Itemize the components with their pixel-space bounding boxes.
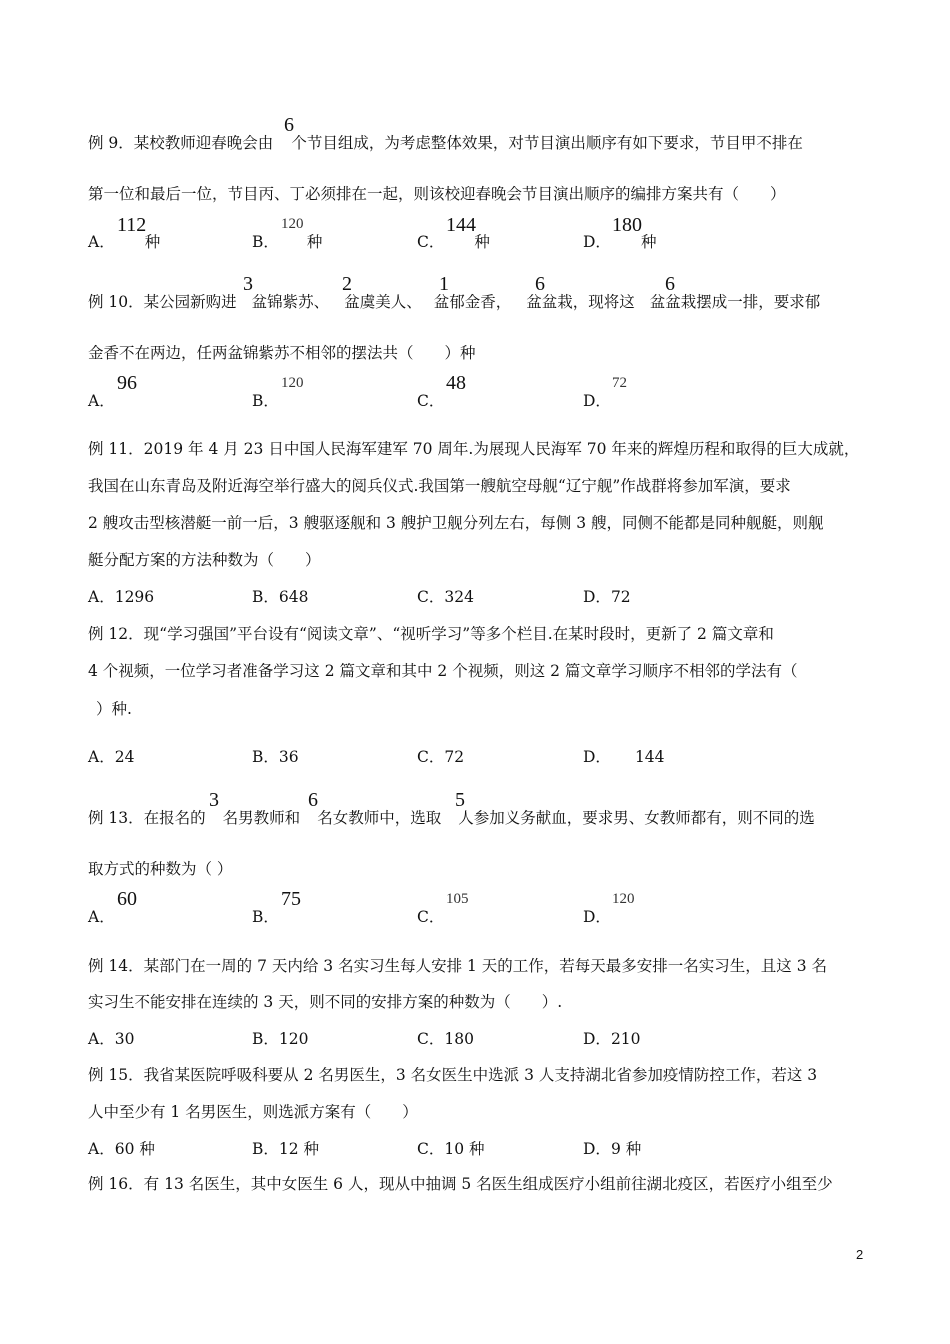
question-text: 艇分配方案的方法种数为（ ） <box>88 551 321 569</box>
option-d-value: 72 <box>612 375 627 391</box>
question-text: 例 12．现“学习强国”平台设有“阅读文章”、“视听学习”等多个栏目.在某时段时，更新了 2 篇文章和 <box>88 625 774 643</box>
question-text: 我国在山东青岛及附近海空举行盛大的阅兵仪式.我国第一艘航空母舰“辽宁舰”作战群将参加军演，要求 <box>88 477 791 495</box>
question-text: 取方式的种数为（ ） <box>88 860 233 878</box>
option-c[interactable]: C． <box>417 392 445 410</box>
question-label: 例 9． <box>88 134 134 152</box>
option-d[interactable]: D．210 <box>583 1030 641 1048</box>
option-a[interactable]: A．24 <box>88 748 135 766</box>
option-b[interactable]: B．648 <box>252 588 309 606</box>
option-c-value: 48 <box>446 372 466 394</box>
option-c-value: 144 <box>446 214 476 236</box>
option-b-value: 120 <box>281 216 304 232</box>
question-label: 例 13． <box>88 809 144 827</box>
option-b[interactable]: B．12 种 <box>252 1140 320 1158</box>
question-text: 4 个视频，一位学习者准备学习这 2 篇文章和其中 2 个视频，则这 2 篇文章学习顺序不相邻的学法有（ <box>88 662 798 680</box>
option-d-value: 180 <box>612 214 642 236</box>
option-b[interactable]: B． <box>252 392 279 410</box>
option-d[interactable]: D． 144 <box>583 748 665 766</box>
question-text: 个节目组成，为考虑整体效果，对节目演出顺序有如下要求，节目甲不排在 <box>291 134 803 152</box>
option-b[interactable]: B．36 <box>252 748 299 766</box>
option-a[interactable]: A． 种 <box>88 233 161 251</box>
question-text: 例 16．有 13 名医生，其中女医生 6 人，现从中抽调 5 名医生组成医疗小组前往湖北疫区，若医疗小组至少 <box>88 1175 833 1193</box>
option-a[interactable]: A．60 种 <box>88 1140 155 1158</box>
math-number: 6 <box>308 789 318 811</box>
option-b[interactable]: B． 种 <box>252 233 323 251</box>
math-number: 3 <box>243 273 253 295</box>
math-number: 1 <box>439 273 449 295</box>
option-b[interactable]: B．120 <box>252 1030 309 1048</box>
option-c-value: 105 <box>446 891 469 907</box>
option-c[interactable]: C．10 种 <box>417 1140 485 1158</box>
question-text: 金香不在两边，任两盆锦紫苏不相邻的摆法共（ ）种 <box>88 344 476 362</box>
math-number: 6 <box>284 114 294 136</box>
option-c[interactable]: C．324 <box>417 588 474 606</box>
question-text: ）种. <box>96 700 132 718</box>
option-a[interactable]: A． <box>88 392 115 410</box>
option-b-value: 75 <box>281 888 301 910</box>
option-c[interactable]: C．180 <box>417 1030 474 1048</box>
option-c[interactable]: C． 种 <box>417 233 490 251</box>
question-text: 第一位和最后一位，节目丙、丁必须排在一起，则该校迎春晚会节目演出顺序的编排方案共有（ ） <box>88 185 786 203</box>
option-a[interactable]: A． <box>88 908 115 926</box>
question-text: 例 11．2019 年 4 月 23 日中国人民海军建军 70 周年.为展现人民海军 70 年来的辉煌历程和取得的巨大成就， <box>88 440 860 458</box>
option-b-value: 120 <box>281 375 304 391</box>
question-text: 某校教师迎春晚会由 <box>133 134 274 152</box>
question-text: 2 艘攻击型核潜艇一前一后，3 艘驱逐舰和 3 艘护卫舰分列左右，每侧 3 艘，同侧不能都是同种舰艇，则舰 <box>88 514 824 532</box>
page-number: 2 <box>856 1247 864 1262</box>
math-number: 5 <box>455 789 465 811</box>
option-a-value: 60 <box>117 888 137 910</box>
option-d-value: 120 <box>612 891 635 907</box>
option-a-value: 112 <box>117 214 147 236</box>
question-text: 人中至少有 1 名男医生，则选派方案有（ ） <box>88 1103 418 1121</box>
option-b[interactable]: B． <box>252 908 279 926</box>
option-c[interactable]: C． <box>417 908 445 926</box>
math-number: 6 <box>665 273 675 295</box>
option-c[interactable]: C．72 <box>417 748 465 766</box>
option-a[interactable]: A．30 <box>88 1030 135 1048</box>
option-d[interactable]: D．9 种 <box>583 1140 642 1158</box>
option-d[interactable]: D． 种 <box>583 233 657 251</box>
math-number: 6 <box>535 273 545 295</box>
math-number: 3 <box>209 789 219 811</box>
option-a-value: 96 <box>117 372 137 394</box>
option-d[interactable]: D．72 <box>583 588 631 606</box>
option-d[interactable]: D． <box>583 392 611 410</box>
question-text: 实习生不能安排在连续的 3 天，则不同的安排方案的种数为（ ）. <box>88 993 563 1011</box>
question-label: 例 10． <box>88 293 144 311</box>
question-text: 例 15．我省某医院呼吸科要从 2 名男医生，3 名女医生中选派 3 人支持湖北省参加疫情防控工作，若这 3 <box>88 1066 818 1084</box>
question-text: 例 14．某部门在一周的 7 天内给 3 名实习生每人安排 1 天的工作，若每天最多安排一名实习生，且这 3 名 <box>88 957 828 975</box>
option-a[interactable]: A．1296 <box>88 588 155 606</box>
math-number: 2 <box>342 273 352 295</box>
option-d[interactable]: D． <box>583 908 611 926</box>
